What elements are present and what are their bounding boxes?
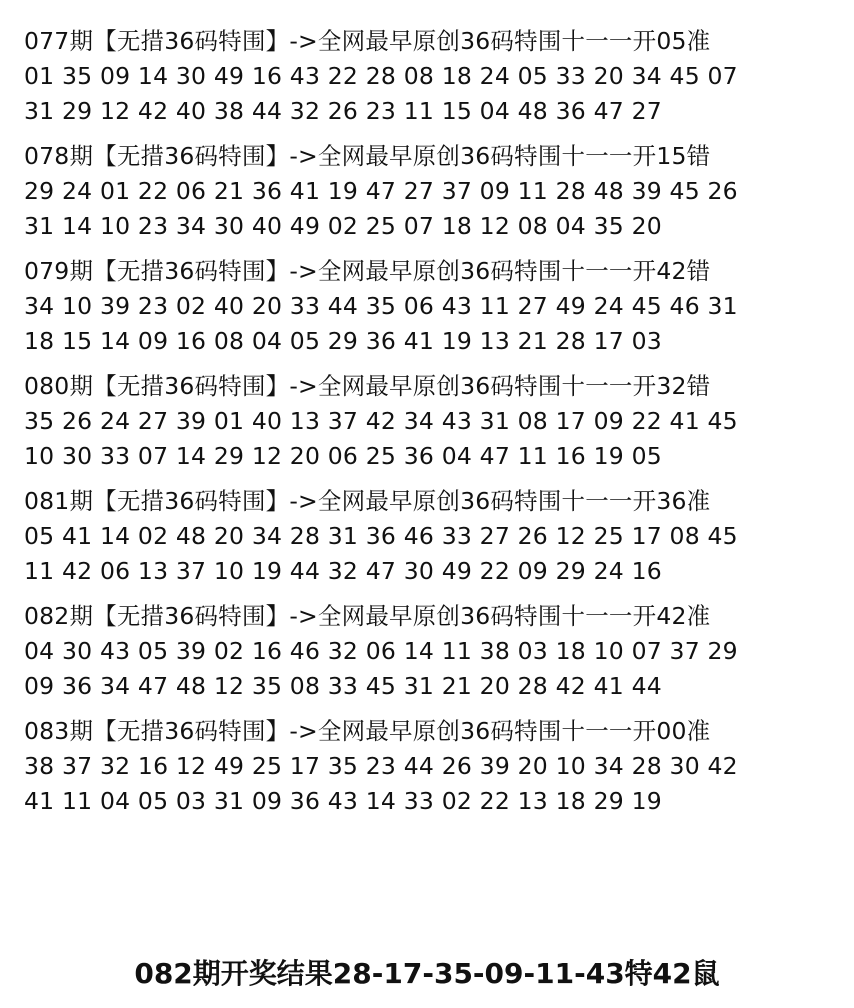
number-row: 10 30 33 07 14 29 12 20 06 25 36 04 47 11 16 19 05 <box>24 442 662 470</box>
number-row: 31 14 10 23 34 30 40 49 02 25 07 18 12 08 04 35 20 <box>24 212 662 240</box>
record-header: 078期【无措36码特围】->全网最早原创36码特围十一一开15错 <box>24 142 711 170</box>
number-row: 01 35 09 14 30 49 16 43 22 28 08 18 24 05 33 20 34 45 07 <box>24 62 738 90</box>
record-header: 082期【无措36码特围】->全网最早原创36码特围十一一开42准 <box>24 602 711 630</box>
record-078 <box>24 139 836 244</box>
record-080 <box>24 369 836 474</box>
record-header: 083期【无措36码特围】->全网最早原创36码特围十一一开00准 <box>24 717 711 745</box>
number-row: 35 26 24 27 39 01 40 13 37 42 34 43 31 08 17 09 22 41 45 <box>24 407 738 435</box>
record-header: 077期【无措36码特围】->全网最早原创36码特围十一一开05准 <box>24 27 711 55</box>
record-header: 079期【无措36码特围】->全网最早原创36码特围十一一开42错 <box>24 257 711 285</box>
number-row: 04 30 43 05 39 02 16 46 32 06 14 11 38 03 18 10 07 37 29 <box>24 637 738 665</box>
record-083 <box>24 714 836 819</box>
draw-result: 082期开奖结果28-17-35-09-11-43特42鼠 <box>134 957 720 990</box>
record-079 <box>24 254 836 359</box>
record-081 <box>24 484 836 589</box>
record-header: 081期【无措36码特围】->全网最早原创36码特围十一一开36准 <box>24 487 711 515</box>
number-row: 38 37 32 16 12 49 25 17 35 23 44 26 39 20 10 34 28 30 42 <box>24 752 738 780</box>
prediction-list <box>24 24 836 829</box>
number-row: 09 36 34 47 48 12 35 08 33 45 31 21 20 28 42 41 44 <box>24 672 662 700</box>
number-row: 05 41 14 02 48 20 34 28 31 36 46 33 27 26 12 25 17 08 45 <box>24 522 738 550</box>
record-082 <box>24 599 836 704</box>
number-row: 34 10 39 23 02 40 20 33 44 35 06 43 11 27 49 24 45 46 31 <box>24 292 738 320</box>
number-row: 31 29 12 42 40 38 44 32 26 23 11 15 04 48 36 47 27 <box>24 97 662 125</box>
number-row: 41 11 04 05 03 31 09 36 43 14 33 02 22 13 18 29 19 <box>24 787 662 815</box>
number-row: 29 24 01 22 06 21 36 41 19 47 27 37 09 11 28 48 39 45 26 <box>24 177 738 205</box>
record-header: 080期【无措36码特围】->全网最早原创36码特围十一一开32错 <box>24 372 711 400</box>
number-row: 18 15 14 09 16 08 04 05 29 36 41 19 13 21 28 17 03 <box>24 327 662 355</box>
record-077 <box>24 24 836 129</box>
number-row: 11 42 06 13 37 10 19 44 32 47 30 49 22 09 29 24 16 <box>24 557 662 585</box>
